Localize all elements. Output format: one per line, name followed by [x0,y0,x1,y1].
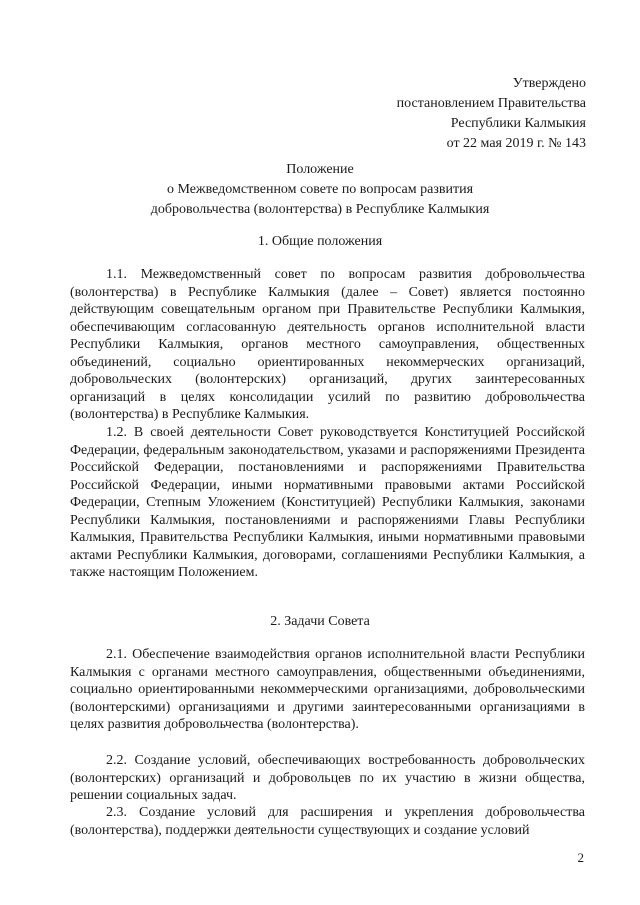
section-2-heading: 2. Задачи Совета [270,614,370,629]
paragraph-2-3: 2.3. Создание условий для расширения и укрепления добровольчества (волонтерства), поддержки деятельности существующих и создание условий [70,805,585,838]
title-line-3: добровольчества (волонтерства) в Республике Калмыкия [150,202,490,217]
document-title [0,160,640,220]
approval-line-3: Республики Калмыкия [450,116,586,131]
paragraph-2-1: 2.1. Обеспечение взаимодействия органов исполнительной власти Республики Калмыкия с органами местного самоуправления, общественными объединениями, социально ориентированными некоммерческими организациями, добровольческими (волонтерскими) организациями и другими заинтересованными организациями в целях развития добровольчества (волонтерства). [70,647,585,732]
paragraph-1-1: 1.1. Межведомственный совет по вопросам развития добровольчества (волонтерства) в Республике Калмыкия (далее – Совет) является постоянно действующим совещательным органом при Правительстве Республики Калмыкия, обеспечивающим согласованную деятельность органов исполнительной власти Республики Калмыкия, органов местного самоуправления, общественных объединений, социально ориентированных некоммерческих организаций, добровольческих (волонтерских) организаций, других заинтересованных организаций в целях консолидации усилий по развитию добровольчества (волонтерства) в Республике Калмыкия. [70,267,585,422]
approval-line-1: Утверждено [512,76,586,91]
paragraph-1-2: 1.2. В своей деятельности Совет руководствуется Конституцией Российской Федерации, федеральным законодательством, указами и распоряжениями Президента Российской Федерации, постановлениями и распоряжениями Правительства Российской Федерации, иными нормативными правовыми актами Российской Федерации, Степным Уложением (Конституцией) Республики Калмыкия, законами Республики Калмыкия, постановлениями и распоряжениями Главы Республики Калмыкия, Правительства Республики Калмыкия, иными нормативными правовыми актами Республики Калмыкия, договорами, соглашениями Республики Калмыкия, а также настоящим Положением. [70,425,585,580]
approval-line-4: от 22 мая 2019 г. № 143 [446,136,586,151]
section-1-heading: 1. Общие положения [257,234,383,249]
paragraph-2-2: 2.2. Создание условий, обеспечивающих востребованность добровольческих (волонтерских) организаций и добровольцев по их участию в жизни общества, решении социальных задач. [70,753,585,803]
page-number: 2 [577,850,584,865]
approval-line-2: постановлением Правительства [396,96,586,111]
approval-stamp [397,74,586,154]
title-line-2: о Межведомственном совете по вопросам развития [166,182,474,197]
title-line-1: Положение [286,162,354,177]
